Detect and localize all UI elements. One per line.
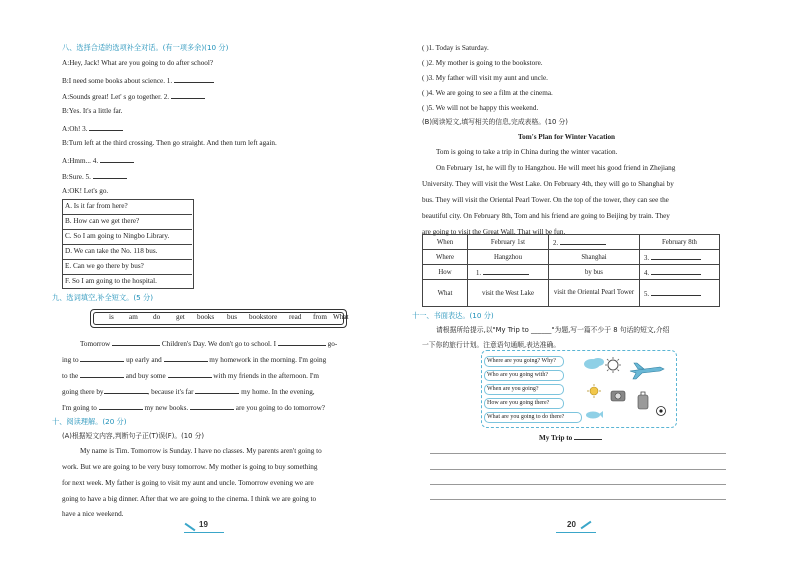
judgement-item: ( )2. My mother is going to the bookstore. (422, 59, 543, 67)
table-row (423, 265, 720, 280)
option-item: C. So I am going to Ningbo Library. (65, 232, 170, 240)
story-line: beautiful city. On February 8th, Tom and his friend are going to Beijing by train. They (422, 212, 670, 220)
table-row (423, 280, 720, 307)
story-line: On February 1st, he will fly to Hangzhou. He will meet his good friend in Zhejiang (436, 164, 676, 172)
travel-icons (580, 355, 670, 423)
prompt-question: Who are you going with? (487, 372, 548, 378)
prompt-question: Where are you going? Why? (487, 358, 556, 364)
word-bank (90, 309, 347, 328)
section9-title: 九、选词填空,补全短文。(5 分) (52, 293, 154, 302)
cloud-icon (584, 358, 604, 369)
writing-line[interactable] (430, 469, 726, 470)
plan-table (422, 234, 720, 307)
cloze-line: ing to up early and my homework in the morning. I'm going (62, 356, 327, 364)
cloze-blank[interactable] (168, 370, 212, 378)
cloze-blank[interactable] (80, 354, 124, 362)
table-cell[interactable]: 5. (640, 280, 720, 307)
reading-line: for next week. My father is going to visit my aunt and uncle. Tomorrow evening we are (62, 479, 314, 487)
table-cell[interactable]: 1. (468, 265, 549, 280)
answer-blank[interactable] (89, 123, 123, 131)
dialogue-line: A:OK! Let's go. (62, 187, 109, 195)
cloze-line: I'm going to my new books. are you going to do tomorrow? (62, 404, 325, 412)
divider (62, 259, 192, 260)
writing-instruction: 请根据所给提示,以"My Trip to ______"为题,写一篇不少于 8 句话的短文,介绍 (436, 326, 670, 334)
word-bank-item: do (153, 313, 161, 321)
table-cell: by bus (549, 265, 640, 280)
writing-instruction: 一下你的旅行计划。注意语句通顺,表达准确。 (422, 341, 561, 349)
option-item: E. Can we go there by bus? (65, 262, 144, 270)
cloze-line: going there by , because it's far my home. In the evening, (62, 388, 315, 396)
table-cell: What (423, 280, 468, 307)
prompt-question: What are you going to do there? (487, 414, 565, 420)
table-cell: When (423, 235, 468, 250)
judgement-item: ( )4. We are going to see a film at the cinema. (422, 89, 553, 97)
cloze-blank[interactable] (80, 370, 124, 378)
judgement-item: ( )5. We will not be happy this weekend. (422, 104, 539, 112)
cloze-blank[interactable] (112, 338, 160, 346)
word-bank-item: books (197, 313, 215, 321)
word-bank-item: What (333, 313, 349, 321)
cloze-blank[interactable] (190, 402, 234, 410)
section8-title: 八、选择合适的选项补全对话。(有一项多余)(10 分) (62, 43, 229, 52)
judgement-item: ( )1. Today is Saturday. (422, 44, 489, 52)
option-item: A. Is it far from here? (65, 202, 128, 210)
answer-blank[interactable] (174, 75, 214, 83)
table-cell: February 1st (468, 235, 549, 250)
judgement-item: ( )3. My father will visit my aunt and uncle. (422, 74, 548, 82)
cloze-line: Tomorrow Children's Day. We don't go to school. I go- (80, 340, 338, 348)
word-bank-item: read (289, 313, 302, 321)
section11-title: 十一、书面表达。(10 分) (412, 311, 494, 320)
table-cell: visit the Oriental Pearl Tower (549, 280, 640, 307)
right-page (400, 0, 800, 576)
table-cell: Shanghai (549, 250, 640, 265)
story-line: bus. They will visit the Oriental Pearl Tower. On the top of the tower, they can see the (422, 196, 669, 204)
dialogue-line: B:Sure. 5. (62, 171, 127, 182)
dialogue-line: B:I need some books about science. 1. (62, 75, 214, 86)
divider (556, 532, 596, 533)
answer-blank[interactable] (100, 155, 134, 163)
essay-title-blank[interactable] (574, 432, 602, 440)
word-bank-item: from (313, 313, 327, 321)
ball-icon (657, 407, 666, 416)
writing-line[interactable] (430, 484, 726, 485)
suitcase-icon (638, 392, 648, 409)
story-line: are going to visit the Great Wall. That will be fun. (422, 228, 566, 236)
prompt-question: When are you going? (487, 386, 539, 392)
table-row (423, 250, 720, 265)
prompt-question: How are you going there? (487, 400, 550, 406)
camera-icon (611, 391, 625, 401)
divider (62, 229, 192, 230)
cloze-blank[interactable] (99, 402, 143, 410)
table-row (423, 235, 720, 250)
writing-line[interactable] (430, 499, 726, 500)
reading-line: going to have a big dinner. After that we are going to the cinema. I think we are going to (62, 495, 317, 503)
cloze-line: to the and buy some with my friends in the afternoon. I'm (62, 372, 319, 380)
story-line: Tom is going to take a trip in China during the winter vacation. (436, 148, 618, 156)
table-cell: Hangzhou (468, 250, 549, 265)
table-cell[interactable]: 3. (640, 250, 720, 265)
divider (62, 244, 192, 245)
part-a-instruction: (A)根据短文内容,判断句子正(T)误(F)。(10 分) (62, 432, 205, 440)
dialogue-line: B:Yes. It's a little far. (62, 107, 123, 115)
airplane-icon (630, 363, 664, 379)
divider (62, 214, 192, 215)
story-title: Tom's Plan for Winter Vacation (518, 133, 616, 141)
part-b-instruction: (B)阅读短文,填写相关的信息,完成表格。(10 分) (422, 118, 568, 126)
section10-title: 十、阅读理解。(20 分) (52, 417, 127, 426)
cloze-blank[interactable] (104, 386, 148, 394)
sun-icon (587, 384, 601, 398)
dialogue-line: A:Hmm... 4. (62, 155, 134, 166)
table-cell: visit the West Lake (468, 280, 549, 307)
table-cell: Where (423, 250, 468, 265)
cloze-blank[interactable] (164, 354, 208, 362)
page-number: 19 (199, 520, 208, 529)
page-number: 20 (567, 520, 576, 529)
word-bank-item: bus (227, 313, 237, 321)
reading-line: My name is Tim. Tomorrow is Sunday. I have no classes. My parents aren't going to (80, 447, 322, 455)
pencil-icon (185, 523, 196, 532)
table-cell: How (423, 265, 468, 280)
option-item: B. How can we get there? (65, 217, 140, 225)
word-bank-item: bookstore (249, 313, 278, 321)
table-cell[interactable]: 4. (640, 265, 720, 280)
answer-blank[interactable] (171, 91, 205, 99)
word-bank-item: get (176, 313, 185, 321)
option-item: F. So I am going to the hospital. (65, 277, 157, 285)
word-bank-item: am (129, 313, 138, 321)
cloze-blank[interactable] (278, 338, 326, 346)
divider (62, 274, 192, 275)
dialogue-line: A:Hey, Jack! What are you going to do after school? (62, 59, 214, 67)
cloze-blank[interactable] (195, 386, 239, 394)
writing-line[interactable] (430, 453, 726, 454)
sun-icon (605, 357, 621, 373)
dialogue-line: A:Oh! 3. (62, 123, 123, 134)
option-item: D. We can take the No. 118 bus. (65, 247, 158, 255)
answer-blank[interactable] (93, 171, 127, 179)
dialogue-line: B:Turn left at the third crossing. Then go straight. And then turn left again. (62, 139, 277, 147)
dialogue-line: A:Sounds great! Let' s go together. 2. (62, 91, 205, 102)
word-bank-item: is (109, 313, 114, 321)
table-cell: February 8th (640, 235, 720, 250)
reading-line: have a nice weekend. (62, 510, 124, 518)
divider (184, 532, 224, 533)
story-line: University. They will visit the West Lake. On February 4th, they will go to Shanghai by (422, 180, 674, 188)
table-cell[interactable]: 2. (549, 235, 640, 250)
whale-icon (586, 411, 603, 419)
essay-title: My Trip to (539, 432, 602, 443)
reading-line: work. But we are going to be very busy tomorrow. My mother is going to buy something (62, 463, 318, 471)
